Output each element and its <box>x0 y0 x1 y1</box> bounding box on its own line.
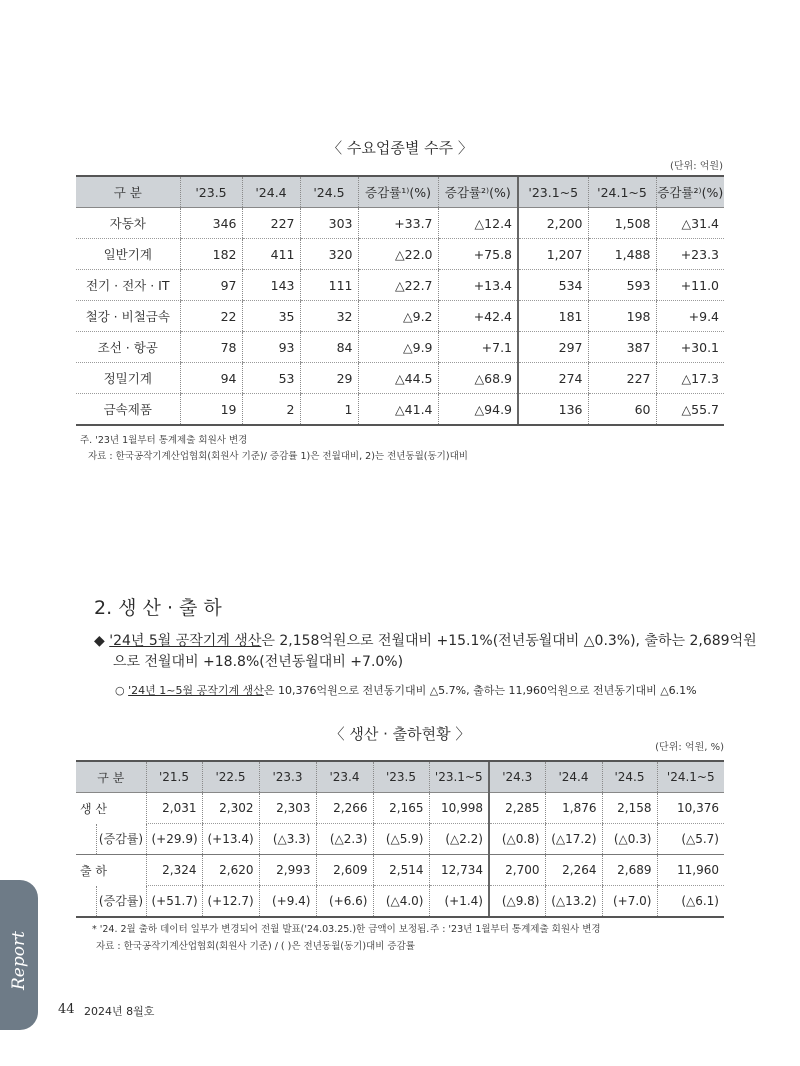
table-cell: 2,266 <box>316 793 373 824</box>
table-cell: 22 <box>180 301 242 332</box>
table2-header: 구 분 <box>76 761 146 793</box>
table-cell: △17.3 <box>656 363 724 394</box>
table-cell: 1,488 <box>588 239 656 270</box>
table-cell: (+6.6) <box>316 886 373 918</box>
table-cell: 227 <box>242 208 300 239</box>
bullet-highlight: '24년 5월 공작기계 생산 <box>109 633 262 649</box>
table-cell: 94 <box>180 363 242 394</box>
table-cell: +9.4 <box>656 301 724 332</box>
table-cell: (△2.2) <box>429 824 489 855</box>
table-cell: 136 <box>518 394 588 426</box>
orders-table <box>76 175 724 426</box>
table-cell: +33.7 <box>358 208 438 239</box>
table-cell: 29 <box>300 363 358 394</box>
table-cell: 411 <box>242 239 300 270</box>
bullet-line-1 <box>94 631 757 651</box>
table-row <box>76 394 724 426</box>
table-cell: (△5.7) <box>657 824 724 855</box>
row-label: 일반기계 <box>76 239 180 270</box>
table-cell: 19 <box>180 394 242 426</box>
issue-label: 2024년 8월호 <box>84 1005 155 1018</box>
table2-header: '23.4 <box>316 761 373 793</box>
table-cell: 534 <box>518 270 588 301</box>
table2-header: '24.4 <box>545 761 602 793</box>
row-label: 전기 · 전자 · IT <box>76 270 180 301</box>
table1-header: '23.1~5 <box>518 176 588 208</box>
row-label: 자동차 <box>76 208 180 239</box>
table-cell: (△3.3) <box>259 824 316 855</box>
table-cell: 1,876 <box>545 793 602 824</box>
table-cell: 1,207 <box>518 239 588 270</box>
table-cell: 53 <box>242 363 300 394</box>
sub-bullet <box>115 682 697 698</box>
table-cell: 10,376 <box>657 793 724 824</box>
table-cell: 2,200 <box>518 208 588 239</box>
bullet-text-2: 으로 전월대비 +18.8%(전년동월대비 +7.0%) <box>113 654 404 670</box>
table-cell: +42.4 <box>438 301 518 332</box>
table-cell: 274 <box>518 363 588 394</box>
table-cell: 2,689 <box>602 855 657 886</box>
row-label: 조선 · 항공 <box>76 332 180 363</box>
table1-header: 증감률²⁾(%) <box>438 176 518 208</box>
table-cell: 32 <box>300 301 358 332</box>
page-number: 44 <box>58 1002 75 1017</box>
table-cell: 1,508 <box>588 208 656 239</box>
table-cell: 2,165 <box>373 793 429 824</box>
table2-header: '24.5 <box>602 761 657 793</box>
row-label: 생 산 <box>80 801 107 816</box>
table-row <box>76 793 724 824</box>
circle-icon: ○ <box>115 684 125 697</box>
table2-header: '21.5 <box>146 761 202 793</box>
row-sublabel: (증감률) <box>96 886 146 918</box>
table2-header: '22.5 <box>202 761 259 793</box>
table-cell: 2,031 <box>146 793 202 824</box>
table2-unit: (단위: 억원, %) <box>655 742 724 753</box>
table-cell: △55.7 <box>656 394 724 426</box>
table-cell: 2,324 <box>146 855 202 886</box>
table1-header: 증감률¹⁾(%) <box>358 176 438 208</box>
table-cell: 2,620 <box>202 855 259 886</box>
table-cell: △9.9 <box>358 332 438 363</box>
table-cell: (+13.4) <box>202 824 259 855</box>
diamond-icon: ◆ <box>94 633 105 649</box>
table-row <box>76 239 724 270</box>
table-cell: 93 <box>242 332 300 363</box>
table-row <box>76 824 724 855</box>
table-cell: (+9.4) <box>259 886 316 918</box>
table-cell: 1 <box>300 394 358 426</box>
table-cell: △22.0 <box>358 239 438 270</box>
table-cell: 198 <box>588 301 656 332</box>
table-cell: (△2.3) <box>316 824 373 855</box>
table-cell: 2,609 <box>316 855 373 886</box>
table-cell: (△17.2) <box>545 824 602 855</box>
table-cell: (△0.3) <box>602 824 657 855</box>
table2-header: '24.1~5 <box>657 761 724 793</box>
table-cell: (△5.9) <box>373 824 429 855</box>
table-cell: 84 <box>300 332 358 363</box>
table-cell: (+1.4) <box>429 886 489 918</box>
table-cell: 97 <box>180 270 242 301</box>
table-cell: △12.4 <box>438 208 518 239</box>
table-cell: (△4.0) <box>373 886 429 918</box>
table-cell: 2,302 <box>202 793 259 824</box>
table-cell: +75.8 <box>438 239 518 270</box>
table-cell: 2,303 <box>259 793 316 824</box>
table-cell: 303 <box>300 208 358 239</box>
table-cell: 2,993 <box>259 855 316 886</box>
table-cell: 182 <box>180 239 242 270</box>
table-cell: △68.9 <box>438 363 518 394</box>
row-label: 정밀기계 <box>76 363 180 394</box>
sub-text: 은 10,376억원으로 전년동기대비 △5.7%, 출하는 11,960억원으로 전년동기대비 △6.1% <box>263 684 697 697</box>
table2-note-b: 주 : '23년 1월부터 통계제출 회원사 변경 <box>430 924 601 935</box>
table2-title: 〈 생산 · 출하현황 〉 <box>329 725 471 743</box>
table-cell: +23.3 <box>656 239 724 270</box>
table-cell: 593 <box>588 270 656 301</box>
table-row <box>76 855 724 886</box>
table-cell: △9.2 <box>358 301 438 332</box>
table-row <box>76 301 724 332</box>
table-cell: (+51.7) <box>146 886 202 918</box>
row-spacer <box>76 886 96 918</box>
table-row <box>76 270 724 301</box>
table1-header: '24.4 <box>242 176 300 208</box>
row-label: 출 하 <box>80 863 107 878</box>
table-cell: (+12.7) <box>202 886 259 918</box>
table2-source: 자료 : 한국공작기계산업협회(회원사 기준) / ( )은 전년동월(동기)대비 증감률 <box>96 941 415 952</box>
table-cell: 111 <box>300 270 358 301</box>
table-cell: (+29.9) <box>146 824 202 855</box>
table-cell: 2,158 <box>602 793 657 824</box>
table1-source: 자료 : 한국공작기계산업협회(회원사 기준)/ 증감률 1)은 전월대비, 2)는 전년동월(동기)대비 <box>88 451 468 462</box>
table-cell: 143 <box>242 270 300 301</box>
table-cell: 2 <box>242 394 300 426</box>
table-cell: △41.4 <box>358 394 438 426</box>
table-cell: (△9.8) <box>489 886 545 918</box>
table-cell: +11.0 <box>656 270 724 301</box>
table2-header-row <box>76 761 724 793</box>
table-cell: 78 <box>180 332 242 363</box>
bullet-line-2 <box>113 652 403 672</box>
bullet-text: 은 2,158억원으로 전월대비 +15.1%(전년동월대비 △0.3%), 출하는 2,689억원 <box>261 633 757 649</box>
table-cell: 181 <box>518 301 588 332</box>
table-row <box>76 886 724 918</box>
row-label: 금속제품 <box>76 394 180 426</box>
table1-header-row <box>76 176 724 208</box>
table-cell: 320 <box>300 239 358 270</box>
row-spacer <box>76 824 96 855</box>
table-cell: 10,998 <box>429 793 489 824</box>
table-row <box>76 208 724 239</box>
table-row <box>76 363 724 394</box>
table-cell: (△13.2) <box>545 886 602 918</box>
table-cell: +7.1 <box>438 332 518 363</box>
table-cell: (△0.8) <box>489 824 545 855</box>
table-cell: 387 <box>588 332 656 363</box>
table1-header: 구 분 <box>76 176 180 208</box>
row-label: 철강 · 비철금속 <box>76 301 180 332</box>
table1-note: 주. '23년 1월부터 통계제출 회원사 변경 <box>80 435 248 446</box>
table-cell: 11,960 <box>657 855 724 886</box>
table-cell: 227 <box>588 363 656 394</box>
table-cell: (△6.1) <box>657 886 724 918</box>
table-cell: 346 <box>180 208 242 239</box>
table-cell: 2,700 <box>489 855 545 886</box>
report-tab-label: Report <box>9 931 29 990</box>
sub-highlight: '24년 1~5월 공작기계 생산 <box>128 684 264 697</box>
table1-header: 증감률²⁾(%) <box>656 176 724 208</box>
table2-header: '24.3 <box>489 761 545 793</box>
table2-note: * '24. 2월 출하 데이터 일부가 변경되어 전월 발표('24.03.25.)한 금액이 보정됨. <box>92 924 430 935</box>
table-cell: +13.4 <box>438 270 518 301</box>
table2-header: '23.5 <box>373 761 429 793</box>
table-cell: (+7.0) <box>602 886 657 918</box>
table1-header: '24.5 <box>300 176 358 208</box>
table2-header: '23.1~5 <box>429 761 489 793</box>
section-title: 2. 생 산 · 출 하 <box>94 597 222 619</box>
table1-header: '24.1~5 <box>588 176 656 208</box>
table-cell: 2,285 <box>489 793 545 824</box>
table2-header: '23.3 <box>259 761 316 793</box>
table-cell: +30.1 <box>656 332 724 363</box>
table-cell: △44.5 <box>358 363 438 394</box>
row-sublabel: (증감률) <box>96 824 146 855</box>
table-cell: 35 <box>242 301 300 332</box>
table1-title: 〈 수요업종별 수주 〉 <box>327 139 473 157</box>
table-cell: 297 <box>518 332 588 363</box>
table-cell: △31.4 <box>656 208 724 239</box>
table1-unit: (단위: 억원) <box>670 161 723 172</box>
table-cell: 60 <box>588 394 656 426</box>
production-table <box>76 760 724 918</box>
table-cell: 12,734 <box>429 855 489 886</box>
table-cell: △22.7 <box>358 270 438 301</box>
table-cell: 2,514 <box>373 855 429 886</box>
table1-header: '23.5 <box>180 176 242 208</box>
table-cell: 2,264 <box>545 855 602 886</box>
table-row <box>76 332 724 363</box>
table-cell: △94.9 <box>438 394 518 426</box>
